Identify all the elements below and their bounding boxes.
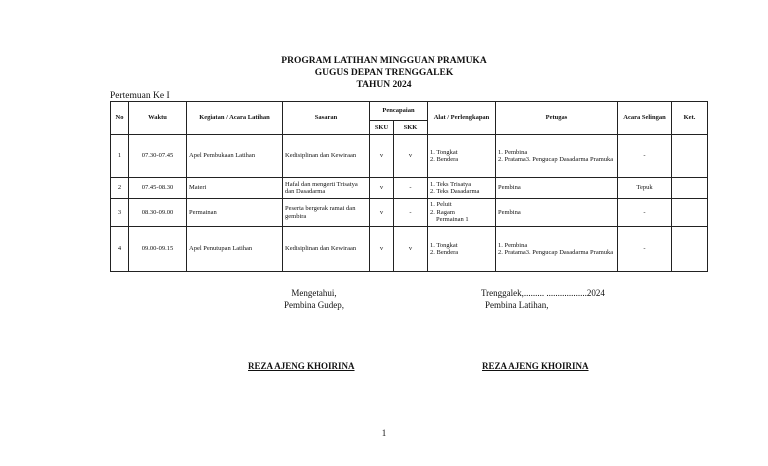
- col-header-skk: SKK: [394, 121, 428, 135]
- col-header-no: No: [111, 102, 129, 135]
- cell-skk: v: [394, 227, 428, 272]
- alat-item: 2. Teks Dasadarma: [430, 188, 480, 195]
- cell-petugas: [496, 178, 618, 199]
- cell-alat: [428, 227, 496, 272]
- cell-acara: -: [618, 135, 672, 178]
- cell-kegiatan: Apel Pembukaan Latihan: [187, 135, 283, 178]
- cell-sasaran: Kedisiplinan dan Kewiraan: [283, 227, 370, 272]
- cell-no: 1: [111, 135, 129, 178]
- cell-sku: v: [370, 227, 394, 272]
- petugas-item: 1. Pembina: [498, 148, 528, 156]
- col-header-waktu: Waktu: [129, 102, 187, 135]
- cell-kegiatan: Apel Penutupan Latihan: [187, 227, 283, 272]
- cell-acara: -: [618, 227, 672, 272]
- cell-acara: Tepuk: [618, 178, 672, 199]
- document-year: TAHUN 2024: [356, 80, 412, 90]
- cell-no: 3: [111, 199, 129, 227]
- table-row: [111, 178, 708, 199]
- meeting-label: Pertemuan Ke I: [110, 91, 170, 101]
- cell-ket: [672, 178, 708, 199]
- signature-left-block: [264, 287, 364, 311]
- petugas-item: Pembina: [498, 184, 521, 192]
- document-subtitle: GUGUS DEPAN TRENGGALEK: [314, 68, 454, 78]
- col-header-kegiatan: Kegiatan / Acara Latihan: [187, 102, 283, 135]
- cell-sku: v: [370, 199, 394, 227]
- cell-petugas: [496, 199, 618, 227]
- petugas-item: Pembina: [498, 208, 521, 216]
- col-header-alat: Alat / Perlengkapan: [428, 102, 496, 135]
- alat-item: 1. Tongkat: [430, 241, 458, 249]
- schedule-table: [110, 101, 708, 272]
- petugas-item: 2. Pratama3. Pengucap Dasadarma Pramuka: [498, 249, 614, 256]
- cell-petugas: [496, 135, 618, 178]
- cell-sasaran: Kedisiplinan dan Kewiraan: [283, 135, 370, 178]
- cell-ket: [672, 227, 708, 272]
- document-title: PROGRAM LATIHAN MINGGUAN PRAMUKA: [281, 56, 487, 66]
- signature-right-line1: Trenggalek,......... ..................2024: [481, 288, 605, 298]
- signature-left-line1: Mengetahui,: [291, 288, 337, 298]
- cell-ket: [672, 135, 708, 178]
- petugas-item: 2. Pratama3. Pengucap Dasadarma Pramuka: [498, 156, 614, 163]
- alat-item: 2. Ragam: [430, 208, 455, 216]
- cell-kegiatan: Materi: [187, 178, 283, 199]
- cell-alat: [428, 178, 496, 199]
- cell-skk: v: [394, 135, 428, 178]
- cell-waktu: 09.00-09.15: [129, 227, 187, 272]
- signature-right-line2: Pembina Latihan,: [485, 300, 549, 310]
- cell-no: 2: [111, 178, 129, 199]
- table-row: [111, 135, 708, 178]
- cell-kegiatan: Permainan: [187, 199, 283, 227]
- col-header-ket: Ket.: [672, 102, 708, 135]
- cell-skk: -: [394, 178, 428, 199]
- cell-waktu: 08.30-09.00: [129, 199, 187, 227]
- alat-item: 2. Bendera: [430, 249, 459, 256]
- alat-item: Permainan 1: [436, 216, 469, 224]
- alat-item: 1. Tongkat: [430, 148, 458, 156]
- col-header-petugas: Petugas: [496, 102, 618, 135]
- col-header-acara: Acara Selingan: [618, 102, 672, 135]
- signatory-left-name: REZA AJENG KHOIRINA: [248, 361, 355, 371]
- cell-skk: -: [394, 199, 428, 227]
- table-row: [111, 227, 708, 272]
- cell-acara: -: [618, 199, 672, 227]
- signature-left-line2: Pembina Gudep,: [284, 300, 344, 310]
- alat-item: 1. Peluit: [430, 201, 452, 209]
- signature-right-block: [481, 287, 605, 311]
- table-row: [111, 199, 708, 227]
- cell-alat: [428, 199, 496, 227]
- alat-item: 1. Teks Trisatya: [430, 180, 472, 188]
- cell-petugas: [496, 227, 618, 272]
- signatory-right-name: REZA AJENG KHOIRINA: [482, 361, 589, 371]
- alat-item: 2. Bendera: [430, 156, 459, 163]
- cell-sasaran: Hafal dan mengerti Trisatya dan Dasadarma: [283, 178, 370, 199]
- cell-no: 4: [111, 227, 129, 272]
- cell-waktu: 07.30-07.45: [129, 135, 187, 178]
- col-header-pencapaian: Pencapaian: [370, 102, 428, 121]
- page-number: 1: [381, 428, 387, 438]
- cell-sku: v: [370, 135, 394, 178]
- cell-sasaran: Peserta bergerak ramai dan gembira: [283, 199, 370, 227]
- cell-alat: [428, 135, 496, 178]
- petugas-item: 1. Pembina: [498, 241, 528, 249]
- cell-waktu: 07.45-08.30: [129, 178, 187, 199]
- cell-sku: v: [370, 178, 394, 199]
- col-header-sasaran: Sasaran: [283, 102, 370, 135]
- col-header-sku: SKU: [370, 121, 394, 135]
- cell-ket: [672, 199, 708, 227]
